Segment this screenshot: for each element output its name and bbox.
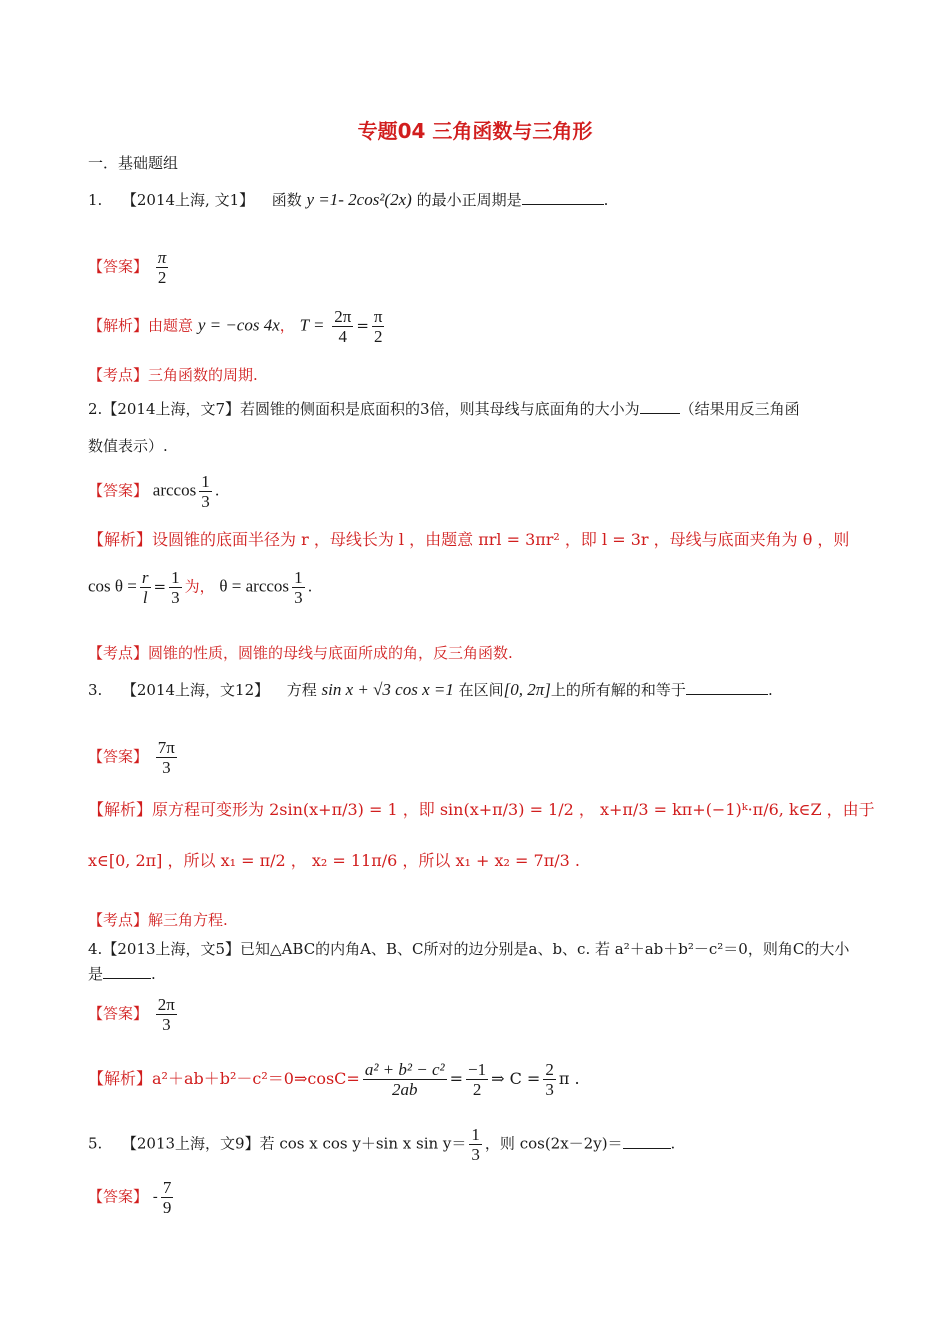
- fraction-denominator: 2: [472, 1080, 482, 1099]
- fraction-denominator: 3: [162, 758, 171, 777]
- q4-analysis: [88, 1060, 580, 1099]
- theta-arccos: θ = arccos: [219, 576, 290, 596]
- q3-analysis: [88, 800, 875, 820]
- fraction-denominator: 3: [545, 1080, 554, 1099]
- q5-text-b: ，则 cos(2x－2y)＝: [484, 1134, 623, 1153]
- two-thirds-fraction: [543, 1060, 556, 1099]
- analysis-label: 【解析】: [88, 800, 153, 819]
- q2-source: 【2014上海，文7】: [102, 400, 241, 418]
- q5-end: .: [670, 1134, 676, 1153]
- analysis-end: π .: [558, 1069, 580, 1088]
- fraction-numerator: 1: [171, 568, 180, 587]
- q3-answer-fraction: [156, 738, 177, 777]
- q5-answer-fraction: [161, 1178, 174, 1217]
- q3-number: 3.: [88, 681, 103, 699]
- question-4: [88, 939, 849, 959]
- q1-answer: [88, 248, 171, 287]
- q4-text-line2: [88, 964, 156, 984]
- fraction-numerator: π: [373, 307, 383, 326]
- analysis-text: 设圆锥的底面半径为 r ，母线长为 l ，由题意 πrl = 3πr² ，即 l = 3r ，母线与底面夹角为 θ ，则: [152, 530, 850, 549]
- analysis-text: 原方程可变形为 2sin(x+π/3) = 1 ，即 sin(x+π/3) = 1/2 ， x+π/3 = kπ+(−1)ᵏ·π/6, k∈Z ，由于: [152, 800, 875, 819]
- answer-label: 【答案】: [88, 747, 149, 766]
- fraction-numerator: 2π: [157, 995, 175, 1014]
- q2-analysis: [88, 530, 849, 550]
- question-2: [88, 399, 800, 419]
- answer-label: 【答案】: [88, 1187, 149, 1206]
- q2-text-line2: 数值表示）.: [88, 437, 168, 455]
- q4-end: .: [151, 965, 156, 983]
- section-heading: 一．基础题组: [88, 154, 179, 172]
- answer-label: 【答案】: [88, 481, 149, 500]
- fraction-numerator: 1: [294, 568, 303, 587]
- fraction-numerator: 2π: [334, 307, 352, 326]
- fraction-denominator: 2: [373, 327, 383, 346]
- q3-point: [88, 910, 228, 930]
- q5-text: 若 cos x cos y＋sin x sin y＝: [259, 1134, 467, 1153]
- question-3: [88, 680, 773, 700]
- r-over-l-fraction: [140, 568, 151, 607]
- answer-end: .: [214, 481, 220, 500]
- minus-sign: -: [152, 1187, 158, 1206]
- fraction-denominator: 9: [162, 1198, 172, 1217]
- minus-half-fraction: [466, 1060, 488, 1099]
- fraction-numerator: 2: [545, 1060, 554, 1079]
- point-text: 三角函数的周期.: [148, 366, 258, 384]
- q1-point: [88, 365, 258, 385]
- period-symbol: T =: [299, 315, 325, 335]
- fraction-numerator: a² + b² − c²: [364, 1060, 445, 1079]
- fraction-denominator: 3: [294, 588, 303, 607]
- point-text: 圆锥的性质，圆锥的母线与底面所成的角，反三角函数.: [148, 644, 513, 662]
- answer-blank: [623, 1134, 671, 1149]
- arccos-fraction: [292, 568, 305, 607]
- q4-source: 【2013上海，文5】: [102, 940, 241, 958]
- fraction-numerator: 7: [162, 1178, 172, 1197]
- point-label: 【考点】: [88, 911, 149, 929]
- implies-text: ⇒ C =: [491, 1069, 541, 1088]
- fraction-numerator: 1: [471, 1125, 480, 1144]
- point-label: 【考点】: [88, 644, 149, 662]
- fraction-denominator: 2ab: [391, 1080, 418, 1099]
- page-title: 专题04 三角函数与三角形: [357, 119, 593, 143]
- separator: ，: [279, 316, 295, 335]
- q3-answer: [88, 738, 180, 777]
- fraction-denominator: 3: [471, 1145, 480, 1164]
- q4-number: 4.: [88, 940, 103, 958]
- q1-number: 1.: [88, 191, 103, 209]
- q3-interval: [0, 2π]: [503, 680, 551, 699]
- fraction-denominator: 4: [338, 327, 348, 346]
- one-third-fraction: [169, 568, 182, 607]
- q2-text: 若圆锥的侧面积是底面积的3倍，则其母线与底面角的大小为: [240, 400, 640, 418]
- q2-text-tail: （结果用反三角函: [679, 400, 800, 418]
- q4-answer: [88, 995, 180, 1034]
- q3-text-a: 方程: [286, 681, 317, 699]
- q5-number: 5.: [88, 1134, 103, 1153]
- point-label: 【考点】: [88, 366, 149, 384]
- q5-fraction: [469, 1125, 482, 1164]
- q4-text2: 是: [88, 965, 104, 983]
- answer-label: 【答案】: [88, 257, 149, 276]
- answer-blank: [640, 399, 680, 414]
- answer-label: 【答案】: [88, 1004, 149, 1023]
- q2-answer-fraction: [199, 472, 212, 511]
- q1-source: 【2014上海, 文1】: [121, 191, 255, 209]
- q3-text-b: 在区间: [458, 681, 504, 699]
- q5-answer: [88, 1178, 176, 1217]
- q4-text: 已知△ABC的内角A、B、C所对的边分别是a、b、c. 若 a²＋ab＋b²－c²＝0，则角C的大小: [240, 940, 850, 958]
- fraction-denominator: l: [142, 588, 148, 607]
- fraction-denominator: 3: [162, 1015, 171, 1034]
- question-1: [88, 190, 608, 210]
- fraction-numerator: 1: [201, 472, 210, 491]
- cos-fraction: [363, 1060, 447, 1099]
- fraction-denominator: 2: [157, 268, 167, 287]
- question-5: [88, 1125, 675, 1164]
- analysis-text: 为，: [184, 577, 215, 596]
- q1-analysis: [88, 307, 387, 346]
- fraction-numerator: r: [141, 568, 149, 587]
- analysis-text: a²＋ab＋b²－c²＝0⇒cosC=: [152, 1069, 360, 1088]
- period-result-fraction: [372, 307, 385, 346]
- answer-blank: [103, 964, 151, 979]
- q1-answer-fraction: [156, 248, 169, 287]
- equals-sign: =: [449, 1069, 464, 1088]
- analysis-label: 【解析】: [88, 530, 153, 549]
- cos-theta: cos θ =: [88, 576, 137, 596]
- q1-text-a: 函数: [271, 191, 302, 209]
- answer-blank: [522, 190, 604, 205]
- q3-analysis-line2: x∈[0, 2π] ，所以 x₁ = π/2 ， x₂ = 11π/6 ，所以 x₁ + x₂ = 7π/3 .: [88, 851, 580, 870]
- q2-answer: [88, 472, 220, 511]
- fraction-numerator: −1: [468, 1060, 487, 1079]
- q1-formula: y =1- 2cos²(2x): [306, 190, 412, 209]
- q4-answer-fraction: [156, 995, 177, 1034]
- analysis-label: 【解析】: [88, 316, 149, 335]
- arccos-text: arccos: [152, 480, 197, 500]
- q3-source: 【2014上海，文12】: [121, 681, 270, 699]
- q2-analysis-line2: [88, 568, 312, 607]
- analysis-text: 由题意: [148, 316, 194, 335]
- fraction-numerator: 7π: [157, 738, 175, 757]
- answer-blank: [686, 680, 768, 695]
- q1-end: .: [603, 191, 609, 209]
- analysis-end: .: [307, 577, 313, 596]
- q2-point: [88, 643, 513, 663]
- q5-source: 【2013上海，文9】: [121, 1134, 260, 1153]
- q3-formula: sin x + √3 cos x =1: [321, 680, 454, 699]
- fraction-numerator: π: [157, 248, 167, 267]
- fraction-denominator: 3: [201, 492, 210, 511]
- q3-end: .: [767, 681, 773, 699]
- equals-sign: =: [356, 316, 369, 335]
- analysis-label: 【解析】: [88, 1069, 153, 1088]
- q3-text-c: 上的所有解的和等于: [550, 681, 686, 699]
- equals-sign: =: [153, 577, 167, 596]
- point-text: 解三角方程.: [148, 911, 228, 929]
- q2-number: 2.: [88, 400, 103, 418]
- analysis-formula: y = −cos 4x: [197, 315, 280, 335]
- q1-text-b: 的最小正周期是: [416, 191, 522, 209]
- fraction-denominator: 3: [171, 588, 180, 607]
- period-fraction: [332, 307, 353, 346]
